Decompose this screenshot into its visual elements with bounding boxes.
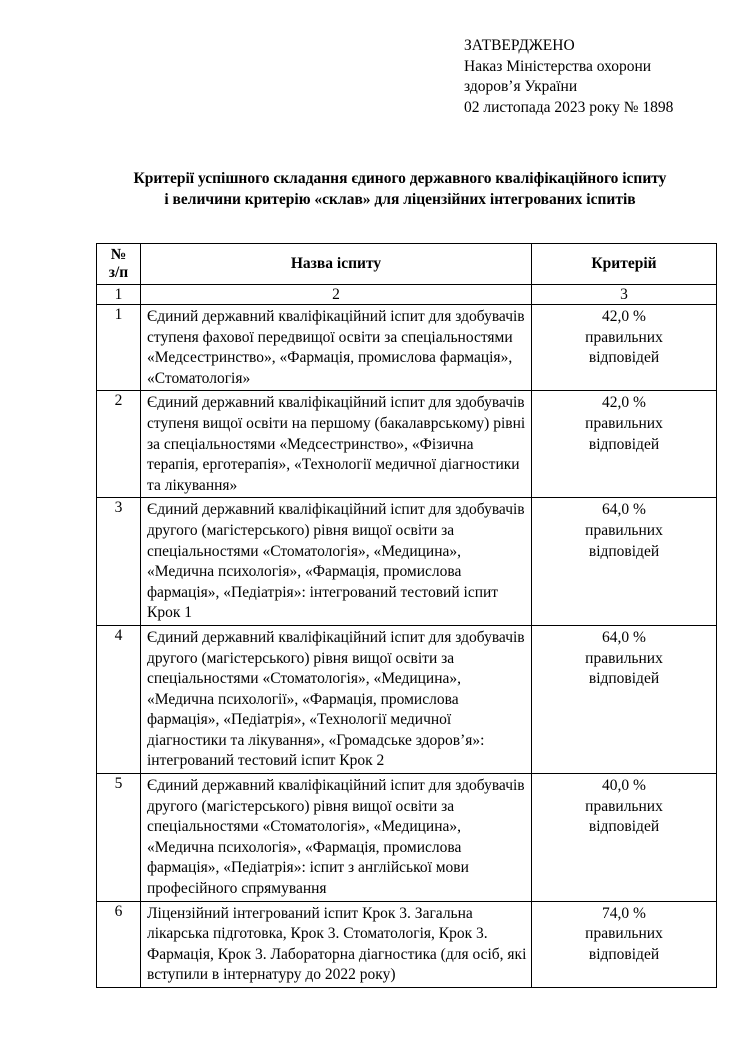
table-row [97, 498, 717, 626]
row-number: 5 [97, 774, 141, 902]
exam-name: Єдиний державний кваліфікаційний іспит для здобувачів ступеня фахової передвищої освіти за спеціальностями «Медсестринство», «Фармація, промислова фармація», «Стоматологія» [141, 305, 532, 391]
criterion-value: 64,0 % [602, 628, 646, 646]
title-line-2: і величини критерію «склав» для ліцензійних інтегрованих іспитів [164, 190, 636, 208]
approval-block [464, 36, 734, 118]
approval-heading: ЗАТВЕРДЖЕНО [464, 37, 575, 54]
criterion-cell [532, 774, 717, 902]
criterion-unit: правильних [585, 521, 663, 539]
criterion-unit: відповідей [588, 542, 660, 560]
criterion-cell [532, 305, 717, 391]
criterion-unit: відповідей [588, 435, 660, 453]
criterion-value: 40,0 % [602, 777, 646, 795]
row-number: 3 [97, 498, 141, 626]
criterion-cell [532, 901, 717, 987]
header-number-abbr: з/п [108, 264, 129, 281]
criterion-unit: відповідей [588, 349, 660, 367]
table-row [97, 901, 717, 987]
row-number: 2 [97, 391, 141, 498]
row-number: 4 [97, 625, 141, 773]
header-exam-name: Назва іспиту [141, 244, 532, 285]
criterion-unit: відповідей [588, 670, 660, 688]
column-index: 2 [141, 285, 532, 305]
criterion-unit: правильних [585, 797, 663, 815]
header-number-symbol: № [110, 246, 127, 263]
exam-name: Єдиний державний кваліфікаційний іспит для здобувачів другого (магістерського) рівня вищої освіти за спеціальностями «Стоматологія», «Медицина», «Медична психологія», «Фармація, промислова фармація», «Педіатрія»: іспит з англійської мови професійного спрямування [141, 774, 532, 902]
table-row [97, 774, 717, 902]
criterion-cell [532, 625, 717, 773]
criterion-unit: відповідей [588, 945, 660, 963]
table-row [97, 305, 717, 391]
title-line-1: Критерії успішного складання єдиного державного кваліфікаційного іспиту [133, 170, 667, 187]
exam-name: Ліцензійний інтегрований іспит Крок 3. Загальна лікарська підготовка, Крок 3. Стоматологія, Крок 3. Фармація, Крок 3. Лабораторна діагностика (для осіб, які вступили в інтернатуру до 2022 року) [141, 901, 532, 987]
table-row [97, 391, 717, 498]
row-number: 6 [97, 901, 141, 987]
criterion-unit: правильних [585, 328, 663, 346]
criterion-cell [532, 498, 717, 626]
exam-name: Єдиний державний кваліфікаційний іспит для здобувачів ступеня вищої освіти на першому (бакалаврському) рівні за спеціальностями «Медсестринство», «Фізична терапія, ерготерапія», «Технології медичної діагностики та лікування» [141, 391, 532, 498]
criterion-value: 64,0 % [602, 501, 646, 519]
header-number [97, 244, 141, 285]
criterion-value: 42,0 % [602, 394, 646, 412]
exam-name: Єдиний державний кваліфікаційний іспит для здобувачів другого (магістерського) рівня вищої освіти за спеціальностями «Стоматологія», «Медицина», «Медична психології», «Фармація, промислова фармація», «Педіатрія», «Технології медичної діагностики та лікування», «Громадське здоров’я»: інтегрований тестовий іспит Крок 2 [141, 625, 532, 773]
approval-order-line: Наказ Міністерства охорони [464, 57, 652, 75]
table-row [97, 625, 717, 773]
criterion-value: 42,0 % [602, 308, 646, 325]
approval-ministry-line: здоров’я України [464, 78, 578, 95]
row-number: 1 [97, 305, 141, 391]
criterion-cell [532, 391, 717, 498]
criterion-unit: правильних [585, 649, 663, 667]
column-index-row [97, 285, 717, 305]
criterion-unit: правильних [585, 414, 663, 432]
column-index: 1 [97, 285, 141, 305]
criterion-unit: правильних [585, 925, 663, 943]
criteria-table [96, 243, 717, 988]
criterion-value: 74,0 % [602, 904, 646, 922]
document-title [60, 169, 740, 210]
exam-name: Єдиний державний кваліфікаційний іспит для здобувачів другого (магістерського) рівня вищої освіти за спеціальностями «Стоматологія», «Медицина», «Медична психологія», «Фармація, промислова фармація», «Педіатрія»: інтегрований тестовий іспит Крок 1 [141, 498, 532, 626]
criterion-unit: відповідей [588, 818, 660, 836]
table-header-row [97, 244, 717, 285]
column-index: 3 [532, 285, 717, 305]
header-criterion: Критерій [532, 244, 717, 285]
approval-date-line: 02 листопада 2023 року № 1898 [464, 98, 674, 116]
